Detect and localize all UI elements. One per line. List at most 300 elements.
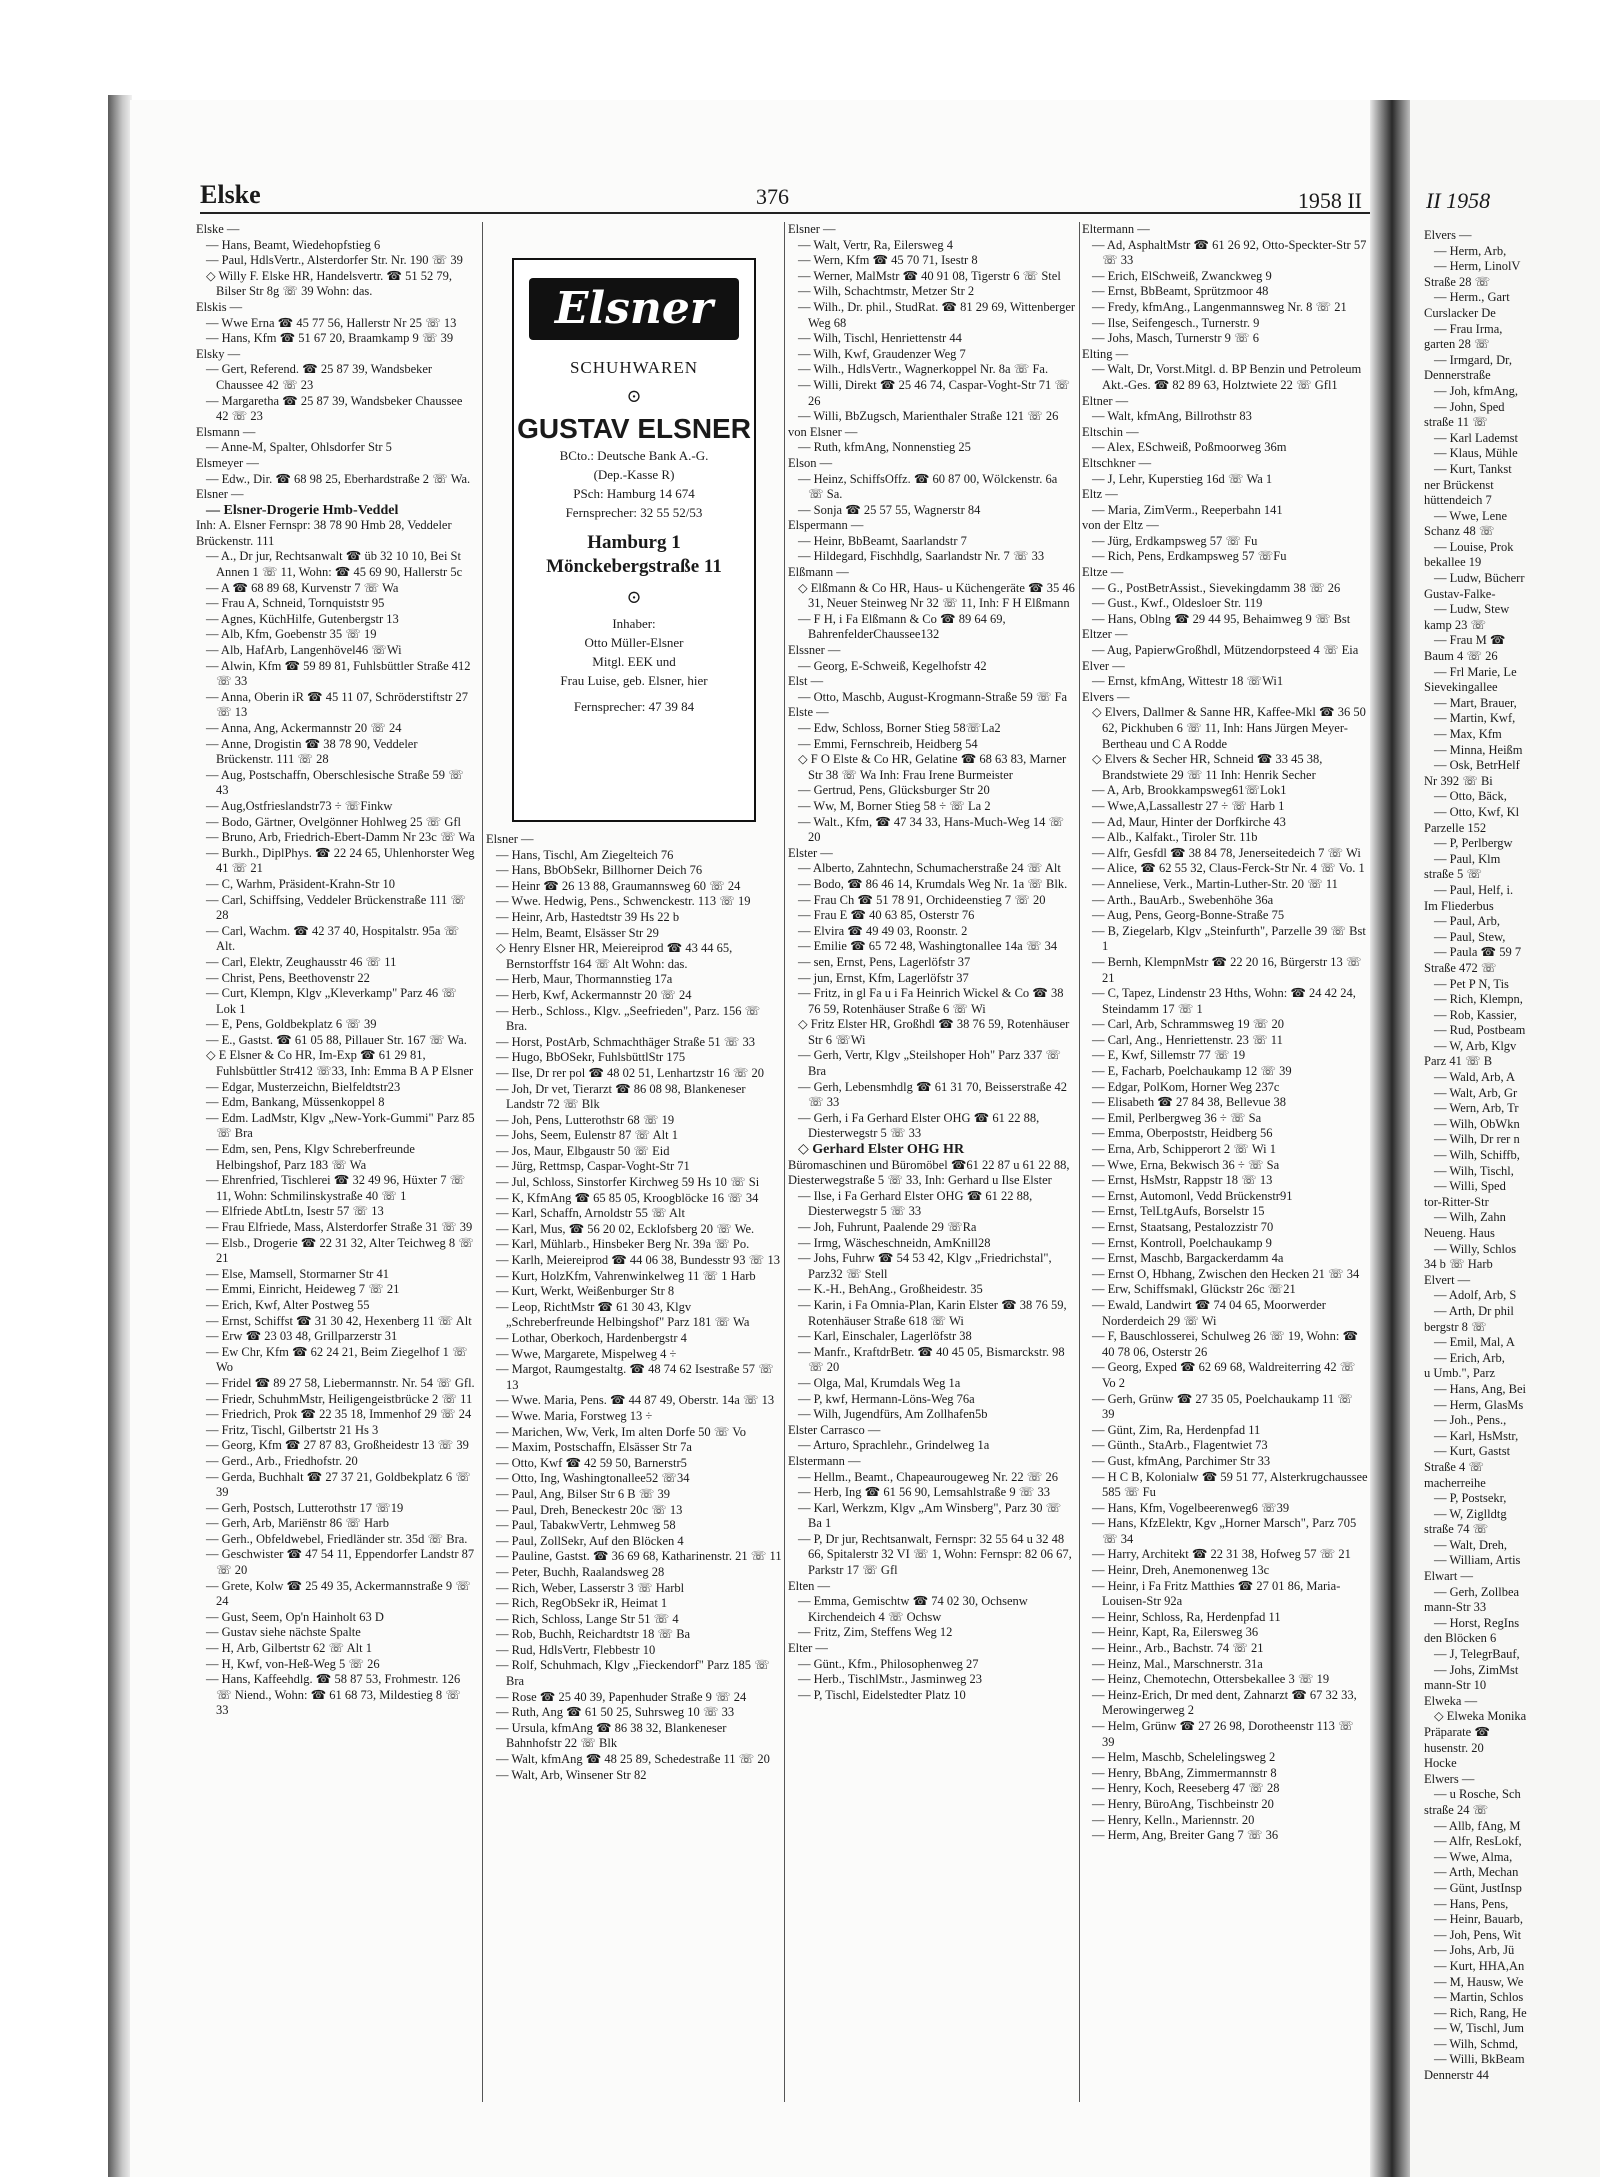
directory-entry: — Willy, Schlos bbox=[1434, 1241, 1517, 1256]
directory-entry: Inh: A. Elsner Fernspr: 38 78 90 Hmb 28, Veddeler Brückenstr. 111 bbox=[196, 518, 452, 548]
directory-column-3 bbox=[788, 222, 1076, 2102]
directory-entry: ◇ Elvers & Secher HR, Schneid ☎ 33 45 38, Brandstwiete 29 ☏ 11 Inh: Henrik Secher bbox=[1092, 752, 1323, 782]
directory-entry: — Arth., BauArb., Swebenhöhe 36a bbox=[1092, 892, 1274, 907]
directory-entry: — Herb, Ing ☎ 61 56 90, Lemsahlstraße 9 ☏ 33 bbox=[798, 1485, 1050, 1500]
directory-entry: Elsky — bbox=[196, 346, 241, 361]
directory-entry: — Wilh, Schmd, bbox=[1434, 2036, 1518, 2051]
directory-entry: — Ilse, i Fa Gerhard Elster OHG ☎ 61 22 88, Diesterwegstr 5 ☏ 33 bbox=[798, 1188, 1033, 1219]
directory-entry: — Wilh, Schachtmstr, Metzer Str 2 bbox=[798, 284, 975, 299]
directory-entry: — Erich, Arb, bbox=[1434, 1350, 1505, 1365]
directory-entry: Eltschkner — bbox=[1082, 455, 1152, 470]
directory-entry: — Alb., Kalfakt., Tiroler Str. 11b bbox=[1092, 830, 1258, 845]
directory-entry: — Anne, Drogistin ☎ 38 78 90, Veddeler Brückenstr. 111 ☏ 28 bbox=[206, 736, 418, 767]
directory-entry: — Friedrich, Prok ☎ 22 35 18, Immenhof 29 ☏ 24 bbox=[206, 1407, 472, 1422]
directory-entry: 34 b ☏ Harb bbox=[1424, 1257, 1493, 1272]
directory-entry: — Joh., Pens., bbox=[1434, 1413, 1507, 1428]
directory-entry: — Rich, Pens, Erdkampsweg 57 ☏Fu bbox=[1092, 549, 1287, 564]
directory-entry: — Edw, Schloss, Borner Stieg 58☏La2 bbox=[798, 721, 1001, 735]
directory-entry: — Peter, Buchh, Raalandsweg 28 bbox=[496, 1564, 665, 1579]
directory-entry: Eltschin — bbox=[1082, 424, 1139, 439]
directory-entry: — Gust, Seem, Op'n Hainholt 63 D bbox=[206, 1609, 384, 1624]
directory-entry: — Else, Mamsell, Stormarner Str 41 bbox=[206, 1266, 389, 1281]
directory-entry: — Edm, Bankang, Müssenkoppel 8 bbox=[206, 1095, 385, 1110]
directory-entry: Elsner — bbox=[486, 832, 534, 846]
directory-entry: garten 28 ☏ bbox=[1424, 337, 1490, 352]
directory-entry: — Otto, Maschb, August-Krogmann-Straße 59 ☏ Fa bbox=[798, 689, 1068, 704]
directory-entry: — Johs, Seem, Eulenstr 87 ☏ Alt 1 bbox=[496, 1128, 678, 1143]
directory-entry: — Alice, ☎ 62 55 32, Claus-Ferck-Str Nr. 4 ☏ Vo. 1 bbox=[1092, 861, 1365, 876]
directory-entry: straße 24 ☏ bbox=[1424, 1802, 1489, 1817]
directory-entry: — W, Tischl, Jum bbox=[1434, 2021, 1524, 2036]
directory-entry: Elsner — bbox=[788, 222, 836, 236]
directory-entry: — C, Warhm, Präsident-Krahn-Str 10 bbox=[206, 876, 396, 891]
directory-entry: — Heinr., Arb., Bachstr. 74 ☏ 21 bbox=[1092, 1641, 1264, 1656]
directory-entry: Elssner — bbox=[788, 643, 841, 658]
directory-entry: — Willi, Direkt ☎ 25 46 74, Caspar-Voght-Str 71 ☏ 26 bbox=[798, 377, 1070, 408]
directory-entry: — E, Facharb, Poelchaukamp 12 ☏ 39 bbox=[1092, 1064, 1292, 1079]
directory-entry: — Heinz-Erich, Dr med dent, Zahnarzt ☎ 67 32 33, Merowingerweg 2 bbox=[1092, 1687, 1357, 1718]
directory-entry: — Herb., Schloss., Klgv. „Seefrieden", Parz. 156 ☏ Bra. bbox=[496, 1003, 761, 1034]
directory-entry: — Paul, ZollSekr, Auf den Blöcken 4 bbox=[496, 1533, 684, 1548]
directory-entry: — Paul, TabakwVertr, Lehmweg 58 bbox=[496, 1518, 676, 1533]
directory-entry: — Willi, BbZugsch, Marienthaler Straße 121 ☏ 26 bbox=[798, 409, 1059, 424]
directory-entry: — Ernst, Schiffst ☎ 31 30 42, Hexenberg 11 ☏ Alt bbox=[206, 1313, 472, 1328]
ad-owner-1: Otto Müller-Elsner bbox=[584, 635, 684, 650]
directory-entry: — Johs, Arb, Jü bbox=[1434, 1943, 1515, 1958]
directory-entry: Elske — bbox=[196, 222, 240, 236]
column-rule bbox=[784, 222, 785, 2102]
directory-entry: — Ilse, Seifengesch., Turnerstr. 9 bbox=[1092, 315, 1260, 330]
directory-entry: — Henry, BüroAng, Tischbeinstr 20 bbox=[1092, 1796, 1274, 1811]
directory-entry: ◇ Fritz Elster HR, Großhdl ☎ 38 76 59, Rotenhäuser Str 6 ☏Wi bbox=[798, 1017, 1070, 1047]
directory-entry: — Heinr, BbBeamt, Saarlandstr 7 bbox=[798, 533, 967, 548]
directory-entry: — Gerh, i Fa Gerhard Elster OHG ☎ 61 22 88, Diesterwegstr 5 ☏ 33 bbox=[798, 1110, 1040, 1141]
directory-entry: — Pet P N, Tis bbox=[1434, 976, 1509, 991]
directory-entry: — Jürg, Rettmsp, Caspar-Voght-Str 71 bbox=[496, 1159, 690, 1174]
directory-entry: von Elsner — bbox=[788, 424, 858, 439]
directory-entry: — Christ, Pens, Beethovenstr 22 bbox=[206, 970, 370, 985]
directory-entry: — Herm, LinolV bbox=[1434, 259, 1521, 274]
directory-entry: — Wilh, Tischl, bbox=[1434, 1163, 1514, 1178]
directory-entry: Nr 392 ☏ Bi bbox=[1424, 773, 1493, 788]
directory-entry: Elting — bbox=[1082, 346, 1129, 361]
directory-entry: Gustav-Falke- bbox=[1424, 586, 1496, 601]
directory-entry: — Alfr, ResLokf, bbox=[1434, 1834, 1522, 1849]
directory-entry: Eltner — bbox=[1082, 393, 1129, 408]
directory-entry: — Emma, Gemischtw ☎ 74 02 30, Ochsenw Kirchendeich 4 ☏ Ochsw bbox=[798, 1594, 1028, 1624]
directory-entry: — Anna, Oberin iR ☎ 45 11 07, Schröderstiftstr 27 ☏ 13 bbox=[206, 689, 468, 720]
directory-entry: — Gerd., Arb., Friedhofstr. 20 bbox=[206, 1453, 358, 1468]
ad-postcheck-line: PSch: Hamburg 14 674 bbox=[573, 486, 695, 501]
directory-entry: — Karl, Mühlarb., Hinsbeker Berg Nr. 39a ☏ Po. bbox=[496, 1237, 750, 1252]
directory-entry: — Paula ☎ 59 7 bbox=[1434, 945, 1522, 960]
directory-entry: — Paul, Dreh, Beneckestr 20c ☏ 13 bbox=[496, 1502, 683, 1517]
directory-entry: — C, Tapez, Lindenstr 23 Hths, Wohn: ☎ 24 42 24, Steindamm 17 ☏ 1 bbox=[1092, 986, 1356, 1016]
directory-entry: — Mart, Brauer, bbox=[1434, 695, 1517, 710]
directory-entry: — Aug, Postschaffn, Oberschlesische Straße 59 ☏ 43 bbox=[206, 767, 464, 798]
directory-entry: — Anneliese, Verk., Martin-Luther-Str. 20 ☏ 11 bbox=[1092, 876, 1338, 891]
directory-entry: — Carl, Elektr, Zeughausstr 46 ☏ 11 bbox=[206, 954, 397, 969]
directory-entry: — Wilh, Schiffb, bbox=[1434, 1148, 1520, 1163]
directory-entry: — Walt, kfmAng ☎ 48 25 89, Schedestraße 11 ☏ 20 bbox=[496, 1752, 770, 1767]
directory-entry: — Paul, HdlsVertr., Alsterdorfer Str. Nr. 190 ☏ 39 bbox=[206, 253, 463, 268]
directory-entry: — Wern, Arb, Tr bbox=[1434, 1101, 1519, 1116]
directory-entry: — Gerh, Vertr, Klgv „Steilshoper Hoh" Parz 337 ☏ Bra bbox=[798, 1048, 1062, 1079]
directory-entry: — Jos, Maur, Elbgaustr 50 ☏ Eid bbox=[496, 1143, 670, 1158]
directory-entry: — Rich, Klempn, bbox=[1434, 992, 1523, 1007]
directory-entry: ◇ Willy F. Elske HR, Handelsvertr. ☎ 51 52 79, Bilser Str 8g ☏ 39 Wohn: das. bbox=[206, 268, 453, 299]
directory-entry: — Kurt, Gastst bbox=[1434, 1444, 1511, 1459]
directory-entry: — Jürg, Erdkampsweg 57 ☏ Fu bbox=[1092, 533, 1258, 548]
directory-entry: Sievekingallee bbox=[1424, 680, 1498, 695]
directory-entry: — Leop, RichtMstr ☎ 61 30 43, Klgv „Schreberfreunde Helbingshof" Parz 181 ☏ Wa bbox=[496, 1299, 750, 1330]
directory-entry: — Paul, Klm bbox=[1434, 851, 1501, 866]
directory-entry: — Carl, Schiffsing, Veddeler Brückenstraße 111 ☏ 28 bbox=[206, 892, 467, 923]
directory-entry: Straße 28 ☏ bbox=[1424, 274, 1491, 289]
directory-entry: — Herb, Maur, Thormannstieg 17a bbox=[496, 972, 673, 987]
directory-entry: — sen, Ernst, Pens, Lagerlöfstr 37 bbox=[798, 954, 971, 969]
directory-entry: — Rolf, Schuhmach, Klgv „Fieckendorf" Parz 185 ☏ Bra bbox=[496, 1658, 770, 1689]
directory-entry: — William, Artis bbox=[1434, 1553, 1521, 1568]
directory-entry: mann-Str 10 bbox=[1424, 1678, 1487, 1693]
directory-entry: — Wern, Kfm ☎ 45 70 71, Isestr 8 bbox=[798, 253, 978, 268]
directory-entry: — Hans, Kfm, Vogelbeerenweg6 ☏39 bbox=[1092, 1500, 1290, 1515]
directory-entry: — Ursula, kfmAng ☎ 86 38 32, Blankeneser Bahnhofstr 22 ☏ Blk bbox=[496, 1720, 727, 1751]
directory-entry: Elwers — bbox=[1424, 1771, 1475, 1786]
directory-entry: — Heinz, SchiffsOffz. ☎ 60 87 00, Wölckenstr. 6a ☏ Sa. bbox=[798, 471, 1058, 502]
directory-entry: ◇ F O Elste & Co HR, Gelatine ☎ 68 63 83, Marner Str 38 ☏ Wa Inh: Frau Irene Burmeister bbox=[798, 752, 1067, 782]
directory-entry: macherreihe bbox=[1424, 1475, 1486, 1490]
directory-entry: — Karl Lademst bbox=[1434, 430, 1519, 445]
directory-entry: — Lothar, Oberkoch, Hardenbergstr 4 bbox=[496, 1331, 687, 1345]
ad-symbol-2: ⊙ bbox=[626, 587, 642, 607]
directory-entry: — Bernh, KlempnMstr ☎ 22 20 16, Bürgerstr 13 ☏ 21 bbox=[1092, 954, 1362, 985]
directory-entry: — Aug, PapierwGroßhdl, Mützendorpsteed 4 ☏ Eia bbox=[1092, 643, 1359, 658]
directory-entry: ◇ E Elsner & Co HR, Im-Exp ☎ 61 29 81, Fuhlsbüttler Str412 ☏33, Inh: Emma B A P Elsner bbox=[206, 1048, 474, 1079]
directory-entry: Elvers — bbox=[1082, 689, 1130, 704]
directory-entry: — Wwe, Erna, Bekwisch 36 ÷ ☏ Sa bbox=[1092, 1157, 1280, 1172]
directory-entry: ◇ Gerhard Elster OHG HR bbox=[798, 1142, 965, 1158]
directory-entry: — Ludw, Stew bbox=[1434, 602, 1510, 617]
directory-entry: — Ehrenfried, Tischlerei ☎ 32 49 96, Hüxter 7 ☏ 11, Wohn: Schmilinskystraße 40 ☏ 1 bbox=[206, 1173, 466, 1203]
directory-entry: — Bodo, ☎ 86 46 14, Krumdals Weg Nr. 1a ☏ Blk. bbox=[798, 876, 1068, 891]
directory-entry: Schanz 48 ☏ bbox=[1424, 524, 1495, 539]
directory-entry: — jun, Ernst, Kfm, Lagerlöfstr 37 bbox=[798, 970, 969, 985]
directory-entry: — Rich, Weber, Lasserstr 3 ☏ Harbl bbox=[496, 1580, 685, 1595]
directory-entry: tor-Ritter-Str bbox=[1424, 1194, 1489, 1209]
directory-entry: mann-Str 33 bbox=[1424, 1600, 1487, 1615]
directory-entry: — A ☎ 68 89 68, Kurvenstr 7 ☏ Wa bbox=[206, 580, 399, 595]
directory-entry: — Adolf, Arb, S bbox=[1434, 1288, 1517, 1303]
directory-entry: — Agnes, KüchHilfe, Gutenbergstr 13 bbox=[206, 611, 399, 626]
directory-entry: — Ww, M, Borner Stieg 58 ÷ ☏ La 2 bbox=[798, 798, 991, 813]
directory-entry: — Helm, Maschb, Schelelingsweg 2 bbox=[1092, 1750, 1276, 1765]
directory-entry: Elwart — bbox=[1424, 1569, 1473, 1584]
directory-entry: — Hans, Pens, bbox=[1434, 1896, 1509, 1911]
directory-entry: Elsmann — bbox=[196, 424, 256, 439]
directory-entry: — Ernst, Kontroll, Poelchaukamp 9 bbox=[1092, 1235, 1272, 1250]
directory-entry: — Herb., TischlMstr., Jasminweg 23 bbox=[798, 1672, 983, 1687]
directory-entry: — Minna, Heißm bbox=[1434, 742, 1523, 757]
directory-entry: — Kurt, HolzKfm, Vahrenwinkelweg 11 ☏ 1 Harb bbox=[496, 1268, 756, 1283]
directory-entry: — Ernst, Staatsang, Pestalozzistr 70 bbox=[1092, 1220, 1274, 1234]
directory-entry: Elweka — bbox=[1424, 1693, 1478, 1708]
directory-entry: — Paul, Ang, Bilser Str 6 B ☏ 39 bbox=[496, 1486, 670, 1501]
directory-entry: — Walt, Dr, Vorst.Mitgl. d. BP Benzin und Petroleum Akt.-Ges. ☎ 82 89 63, Holztwiete 22 ☏ Gfl1 bbox=[1092, 362, 1362, 392]
directory-entry: — Johs, Masch, Turnerstr 9 ☏ 6 bbox=[1092, 331, 1260, 346]
directory-entry: — Günt., Kfm., Philosophenweg 27 bbox=[798, 1656, 979, 1671]
directory-entry: — Hellm., Beamt., Chapeaurougeweg Nr. 22 ☏ 26 bbox=[798, 1469, 1059, 1484]
directory-entry: — Willi, Sped bbox=[1434, 1179, 1506, 1194]
directory-entry: — Frau Ch ☎ 51 78 91, Orchideenstieg 7 ☏ 20 bbox=[798, 892, 1046, 907]
directory-entry: Elter — bbox=[788, 1641, 828, 1656]
directory-entry: — Gerda, Buchhalt ☎ 27 37 21, Goldbekplatz 6 ☏ 39 bbox=[206, 1469, 471, 1500]
directory-entry: — Ernst, kfmAng, Wittestr 18 ☏Wi1 bbox=[1092, 674, 1284, 689]
directory-entry: — Alb, Kfm, Goebenstr 35 ☏ 19 bbox=[206, 627, 377, 642]
directory-entry: — Wilh, Kwf, Graudenzer Weg 7 bbox=[798, 346, 966, 361]
directory-entry: — J, Lehr, Kuperstieg 16d ☏ Wa 1 bbox=[1092, 471, 1273, 486]
directory-entry: — Anna, Ang, Ackermannstr 20 ☏ 24 bbox=[206, 721, 402, 735]
directory-entry: — Rud, Postbeam bbox=[1434, 1023, 1526, 1038]
scan-binding-shadow bbox=[108, 95, 132, 2177]
directory-entry: — Emil, Perlbergweg 36 ÷ ☏ Sa bbox=[1092, 1110, 1262, 1125]
directory-entry: — H C B, Kolonialw ☎ 59 51 77, Alsterkrugchaussee 585 ☏ Fu bbox=[1092, 1469, 1368, 1500]
directory-entry: — Gerh, Arb, Mariënstr 86 ☏ Harb bbox=[206, 1516, 389, 1531]
directory-entry: Straße 472 ☏ bbox=[1424, 960, 1497, 975]
directory-entry: — Rud, HdlsVertr, Flebbestr 10 bbox=[496, 1642, 656, 1657]
directory-entry: — Maxim, Postschaffn, Elsässer Str 7a bbox=[496, 1440, 692, 1455]
directory-entry: — Emmi, Fernschreib, Heidberg 54 bbox=[798, 736, 978, 751]
directory-entry: — Gerh, Zollbea bbox=[1434, 1584, 1520, 1599]
directory-entry: — Elsb., Drogerie ☎ 22 31 32, Alter Teichweg 8 ☏ 21 bbox=[206, 1235, 474, 1266]
directory-entry: — Karlh, Meiereiprod ☎ 44 06 38, Bundesstr 93 ☏ 13 bbox=[496, 1253, 780, 1268]
directory-entry: — A, Arb, Brookkampsweg61☏Lok1 bbox=[1092, 783, 1287, 798]
directory-entry: — Elfriede AbtLtn, Isestr 57 ☏ 13 bbox=[206, 1204, 384, 1219]
directory-entry: husenstr. 20 bbox=[1424, 1740, 1484, 1755]
directory-entry: — Pauline, Gastst. ☎ 36 69 68, Katharinenstr. 21 ☏ 11 bbox=[496, 1549, 782, 1564]
directory-entry: — W, Arb, Klgv bbox=[1434, 1038, 1517, 1053]
directory-entry: — Wwe Erna ☎ 45 77 56, Hallerstr Nr 25 ☏ 13 bbox=[206, 315, 457, 330]
directory-entry: — P, Dr jur, Rechtsanwalt, Fernspr: 32 55 64 u 32 48 66, Spitalerstr 32 VI ☏ 1, Wohn: Fernspr: 82 06 67, Parkstr 17 ☏ Gfl bbox=[798, 1531, 1072, 1578]
directory-entry: — Georg, E-Schweiß, Kegelhofstr 42 bbox=[798, 658, 987, 673]
directory-entry: — Hans, Oblng ☎ 29 44 95, Behaimweg 9 ☏ Bst bbox=[1092, 611, 1351, 626]
directory-entry: — Heinr, Schloss, Ra, Herdenpfad 11 bbox=[1092, 1609, 1281, 1624]
directory-entry: — E, Pens, Goldbekplatz 6 ☏ 39 bbox=[206, 1017, 377, 1032]
next-page-column bbox=[1424, 228, 1600, 2084]
directory-entry: — Edgar, Musterzeichn, Bielfeldtstr23 bbox=[206, 1079, 401, 1094]
directory-entry: — Wwe, Margarete, Mispelweg 4 ÷ bbox=[496, 1346, 677, 1361]
directory-entry: hüttendeich 7 bbox=[1424, 493, 1492, 508]
directory-entry: — Hugo, BbOSekr, FuhlsbüttlStr 175 bbox=[496, 1050, 686, 1065]
directory-entry: — P, Perlbergw bbox=[1434, 836, 1513, 851]
directory-entry: — Wwe, Lene bbox=[1434, 508, 1508, 523]
directory-entry: Elson — bbox=[788, 455, 833, 470]
directory-entry: — Edm, sen, Pens, Klgv Schreberfreunde Helbingshof, Parz 183 ☏ Wa bbox=[206, 1142, 415, 1172]
directory-entry: — Herm., Gart bbox=[1434, 290, 1510, 305]
directory-entry: — Wilh, Tischl, Henriettenstr 44 bbox=[798, 331, 962, 346]
directory-entry: — Edm. LadMstr, Klgv „New-York-Gummi" Parz 85 ☏ Bra bbox=[206, 1110, 475, 1141]
directory-entry: Elsmeyer — bbox=[196, 455, 259, 470]
directory-entry: — Heinr, i Fa Fritz Matthies ☎ 27 01 86, Maria-Louisen-Str 92a bbox=[1092, 1578, 1341, 1609]
directory-entry: straße 11 ☏ bbox=[1424, 415, 1488, 430]
column-rule bbox=[1079, 222, 1080, 2102]
directory-entry: — Ruth, kfmAng, Nonnenstieg 25 bbox=[798, 440, 971, 455]
directory-entry: — Geschwister ☎ 47 54 11, Eppendorfer Landstr 87 ☏ 20 bbox=[206, 1547, 475, 1578]
directory-entry: — Gerh, Grünw ☎ 27 35 05, Poelchaukamp 11 ☏ 39 bbox=[1092, 1391, 1353, 1422]
directory-entry: Parzelle 152 bbox=[1424, 820, 1487, 835]
directory-entry: — Arth, Dr phil bbox=[1434, 1303, 1514, 1318]
ad-street: Mönckebergstraße 11 bbox=[546, 556, 722, 577]
directory-entry: — H, Kwf, von-Heß-Weg 5 ☏ 26 bbox=[206, 1656, 380, 1671]
directory-entry: Elspermann — bbox=[788, 518, 864, 533]
directory-entry: Elvert — bbox=[1424, 1272, 1471, 1287]
directory-entry: — Hans, BbObSekr, Billhorner Deich 76 bbox=[496, 863, 703, 878]
directory-entry: — Burkh., DiplPhys. ☎ 22 24 65, Uhlenhorster Weg 41 ☏ 21 bbox=[206, 845, 475, 876]
directory-entry: — Alberto, Zahntechn, Schumacherstraße 24 ☏ Alt bbox=[798, 861, 1061, 876]
directory-entry: — Edw., Dir. ☎ 68 98 25, Eberhardstraße 2 ☏ Wa. bbox=[206, 471, 471, 486]
directory-entry: Im Fliederbus bbox=[1424, 898, 1494, 913]
header-year-volume: 1958 II bbox=[1297, 188, 1362, 213]
directory-entry: — Wilh, ObWkn bbox=[1434, 1116, 1520, 1131]
directory-entry: Dennerstraße bbox=[1424, 368, 1491, 383]
directory-entry: — Ruth, Ang ☎ 61 50 25, Suhrsweg 10 ☏ 33 bbox=[496, 1705, 735, 1720]
directory-entry: — E, Kwf, Sillemstr 77 ☏ 19 bbox=[1092, 1048, 1246, 1063]
directory-entry: — Herb, Kwf, Ackermannstr 20 ☏ 24 bbox=[496, 987, 692, 1002]
directory-entry: — Wilh, Jugendfürs, Am Zollhafen5b bbox=[798, 1407, 988, 1422]
directory-entry: Elskis — bbox=[196, 299, 243, 314]
directory-entry: — Fredy, kfmAng., Langenmannsweg Nr. 8 ☏ 21 bbox=[1092, 299, 1347, 314]
directory-entry: — Klaus, Mühle bbox=[1434, 446, 1518, 461]
directory-entry: — Curt, Klempn, Klgv „Kleverkamp" Parz 46 ☏ Lok 1 bbox=[206, 986, 457, 1016]
directory-entry: — Frau A, Schneid, Tornquiststr 95 bbox=[206, 596, 385, 611]
directory-entry: — Gust, kfmAng, Parchimer Str 33 bbox=[1092, 1453, 1271, 1468]
directory-entry: — Alex, ESchweiß, Poßmoorweg 36m bbox=[1092, 440, 1287, 455]
directory-entry: — W, Ziglldtg bbox=[1434, 1506, 1507, 1521]
directory-entry: Elstermann — bbox=[788, 1453, 861, 1468]
directory-entry: — Elisabeth ☎ 27 84 38, Bellevue 38 bbox=[1092, 1095, 1287, 1110]
directory-entry: — Rob, Kassier, bbox=[1434, 1007, 1517, 1022]
directory-entry: Elster — bbox=[788, 845, 833, 860]
ad-city: Hamburg 1 bbox=[587, 532, 681, 553]
directory-entry: — Ernst, HsMstr, Rappstr 18 ☏ 13 bbox=[1092, 1173, 1273, 1188]
directory-entry: — Carl, Wachm. ☎ 42 37 40, Hospitalstr. 95a ☏ Alt. bbox=[206, 923, 460, 954]
directory-entry: — Aug, Pens, Georg-Bonne-Straße 75 bbox=[1092, 908, 1285, 923]
directory-entry: — Heinr, Kapt, Ra, Eilersweg 36 bbox=[1092, 1625, 1259, 1640]
directory-entry: — Arturo, Sprachlehr., Grindelweg 1a bbox=[798, 1438, 990, 1453]
directory-entry: — Ludw, Bücherr bbox=[1434, 571, 1525, 586]
directory-entry: — Ernst, Automonl, Vedd Brückenstr91 bbox=[1092, 1188, 1293, 1203]
directory-entry: — Walt., Kfm, ☎ 47 34 33, Hans-Much-Weg 14 ☏ 20 bbox=[798, 814, 1065, 845]
directory-entry: Elsner — bbox=[196, 487, 244, 502]
directory-entry: — Margaretha ☎ 25 87 39, Wandsbeker Chaussee 42 ☏ 23 bbox=[206, 393, 463, 424]
directory-entry: — Hans, Ang, Bei bbox=[1434, 1381, 1527, 1396]
directory-entry: — P, Postsekr, bbox=[1434, 1491, 1507, 1506]
directory-entry: — Ewald, Landwirt ☎ 74 04 65, Moorwerder Norderdeich 29 ☏ Wi bbox=[1092, 1297, 1326, 1328]
directory-entry: — Johs, Fuhrw ☎ 54 53 42, Klgv „Friedrichstal", Parz32 ☏ Stell bbox=[798, 1251, 1052, 1281]
directory-entry: ◇ Elweka Monika bbox=[1434, 1709, 1527, 1724]
directory-entry: — Frau E ☎ 40 63 85, Osterstr 76 bbox=[798, 908, 975, 923]
directory-entry: — Karl, Schaffn, Arnoldstr 55 ☏ Alt bbox=[496, 1206, 685, 1221]
directory-entry: — Rose ☎ 25 40 39, Papenhuder Straße 9 ☏ 24 bbox=[496, 1689, 747, 1704]
directory-entry: — Harry, Architekt ☎ 22 31 38, Hofweg 57 ☏ 21 bbox=[1092, 1547, 1351, 1562]
directory-entry: Hocke bbox=[1424, 1756, 1457, 1771]
directory-entry: — Ernst O, Hbhang, Zwischen den Hecken 21 ☏ 34 bbox=[1092, 1266, 1360, 1281]
directory-entry: — Horst, RegIns bbox=[1434, 1615, 1520, 1630]
directory-entry: — Willi, BkBeam bbox=[1434, 2052, 1525, 2067]
directory-entry: — Elvira ☎ 49 49 03, Roonstr. 2 bbox=[798, 923, 968, 938]
directory-entry: Elßmann — bbox=[788, 565, 849, 580]
ad-company-name: GUSTAV ELSNER bbox=[517, 413, 751, 444]
directory-entry: — Wwe. Maria, Pens. ☎ 44 87 49, Oberstr. 14a ☏ 13 bbox=[496, 1393, 775, 1408]
directory-entry: — Joh, Pens, Wit bbox=[1434, 1927, 1522, 1942]
directory-entry: — Paul, Arb, bbox=[1434, 914, 1500, 929]
directory-entry: — Max, Kfm bbox=[1434, 727, 1502, 741]
ad-bank-line: BCto.: Deutsche Bank A.-G. bbox=[559, 448, 709, 463]
directory-entry: — Grete, Kolw ☎ 25 49 35, Ackermannstraße 9 ☏ 24 bbox=[206, 1578, 471, 1609]
directory-entry: — F, Bauschlosserei, Schulweg 26 ☏ 19, Wohn: ☎ 40 78 06, Osterstr 26 bbox=[1092, 1329, 1359, 1359]
directory-entry: — Hans, Beamt, Wiedehopfstieg 6 bbox=[206, 237, 381, 252]
directory-entry: — Walt, Dreh, bbox=[1434, 1537, 1508, 1552]
directory-entry: — Wwe,A,Lassallestr 27 ÷ ☏ Harb 1 bbox=[1092, 798, 1285, 813]
directory-entry: — Heinr, Dreh, Anemonenweg 13c bbox=[1092, 1563, 1270, 1578]
directory-entry: — Karl, Werkzm, Klgv „Am Winsberg", Parz 30 ☏ Ba 1 bbox=[798, 1500, 1062, 1531]
directory-entry: — Gustav siehe nächste Spalte bbox=[206, 1625, 361, 1640]
directory-entry: — Heinr ☎ 26 13 88, Graumannsweg 60 ☏ 24 bbox=[496, 878, 741, 893]
directory-entry: — Kurt, Werkt, Weißenburger Str 8 bbox=[496, 1284, 675, 1299]
ad-owner-3: Frau Luise, geb. Elsner, hier bbox=[560, 673, 708, 688]
directory-entry: Eltzer — bbox=[1082, 627, 1128, 642]
directory-entry: — Ernst, Maschb, Bargackerdamm 4a bbox=[1092, 1251, 1284, 1266]
directory-entry: — Erich, ElSchweiß, Zwanckweg 9 bbox=[1092, 268, 1272, 283]
directory-entry: — Martin, Kwf, bbox=[1434, 711, 1516, 726]
directory-entry: — Hans, Kfm ☎ 51 67 20, Braamkamp 9 ☏ 39 bbox=[206, 331, 454, 346]
directory-entry: — Karl, Mus, ☎ 56 20 02, Ecklofsberg 20 ☏ We. bbox=[496, 1221, 755, 1236]
directory-entry: Büromaschinen und Büromöbel ☎61 22 87 u 61 22 88, Diesterwegstraße 5 ☏ 33, Inh: Gerhard u Ilse Elster bbox=[788, 1157, 1070, 1188]
directory-entry: — Hans, Kaffeehdlg. ☎ 58 87 53, Frohmestr. 126 ☏ Niend., Wohn: ☎ 61 68 73, Mildestieg 8 ☏ 33 bbox=[206, 1672, 461, 1718]
directory-entry: — Henry, Kelln., Mariennstr. 20 bbox=[1092, 1812, 1255, 1827]
directory-entry: — Ew Chr, Kfm ☎ 62 24 21, Beim Ziegelhof 1 ☏ Wo bbox=[206, 1344, 468, 1375]
directory-entry: — Herm, GlasMs bbox=[1434, 1397, 1524, 1412]
directory-entry: — Ernst, BbBeamt, Sprützmoor 48 bbox=[1092, 284, 1269, 299]
directory-entry: — Carl, Ang., Henriettenstr. 23 ☏ 11 bbox=[1092, 1032, 1283, 1047]
directory-entry: — Joh, kfmAng, bbox=[1434, 383, 1519, 398]
directory-entry: Curslacker De bbox=[1424, 305, 1496, 320]
directory-entry: — Otto, Ing, Washingtonallee52 ☏34 bbox=[496, 1471, 690, 1486]
directory-entry: — Erw, Schiffsmakl, Glückstr 26c ☏21 bbox=[1092, 1282, 1296, 1297]
directory-entry: — Hans, Tischl, Am Ziegelteich 76 bbox=[496, 847, 674, 862]
directory-entry: — Günt, JustInsp bbox=[1434, 1880, 1522, 1895]
directory-entry: — Frau M ☎ bbox=[1434, 633, 1506, 648]
directory-entry: — Friedr, SchuhmMstr, Heiligengeistbrücke 2 ☏ 11 bbox=[206, 1391, 473, 1406]
directory-entry: — Wwe. Hedwig, Pens., Schwenckestr. 113 ☏ 19 bbox=[496, 894, 751, 909]
directory-entry: — G., PostBetrAssist., Sievekingdamm 38 ☏ 26 bbox=[1092, 580, 1341, 595]
directory-entry: — Aug,Ostfrieslandstr73 ÷ ☏Finkw bbox=[206, 798, 393, 813]
next-page-header: II 1958 bbox=[1426, 188, 1491, 213]
directory-entry: Elten — bbox=[788, 1578, 831, 1593]
ad-owner-2: Mitgl. EEK und bbox=[592, 654, 676, 669]
directory-column-4 bbox=[1082, 222, 1368, 2102]
directory-entry: — Frau Irma, bbox=[1434, 321, 1503, 336]
directory-entry: ◇ Henry Elsner HR, Meiereiprod ☎ 43 44 65, Bernstorffstr 164 ☏ Alt Wohn: das. bbox=[496, 941, 733, 971]
column-rule bbox=[482, 222, 483, 2102]
directory-entry: von der Eltz — bbox=[1082, 518, 1159, 533]
directory-entry: — Wald, Arb, A bbox=[1434, 1070, 1516, 1085]
directory-entry: — Bruno, Arb, Friedrich-Ebert-Damm Nr 23c ☏ Wa bbox=[206, 830, 475, 845]
directory-entry: — Walt, Arb, Winsener Str 82 bbox=[496, 1767, 647, 1782]
directory-entry: u Umb.", Parz bbox=[1424, 1366, 1496, 1381]
directory-entry: — Heinr, Bauarb, bbox=[1434, 1912, 1524, 1927]
directory-entry: — Günth., StaArb., Flagentwiet 73 bbox=[1092, 1438, 1268, 1453]
